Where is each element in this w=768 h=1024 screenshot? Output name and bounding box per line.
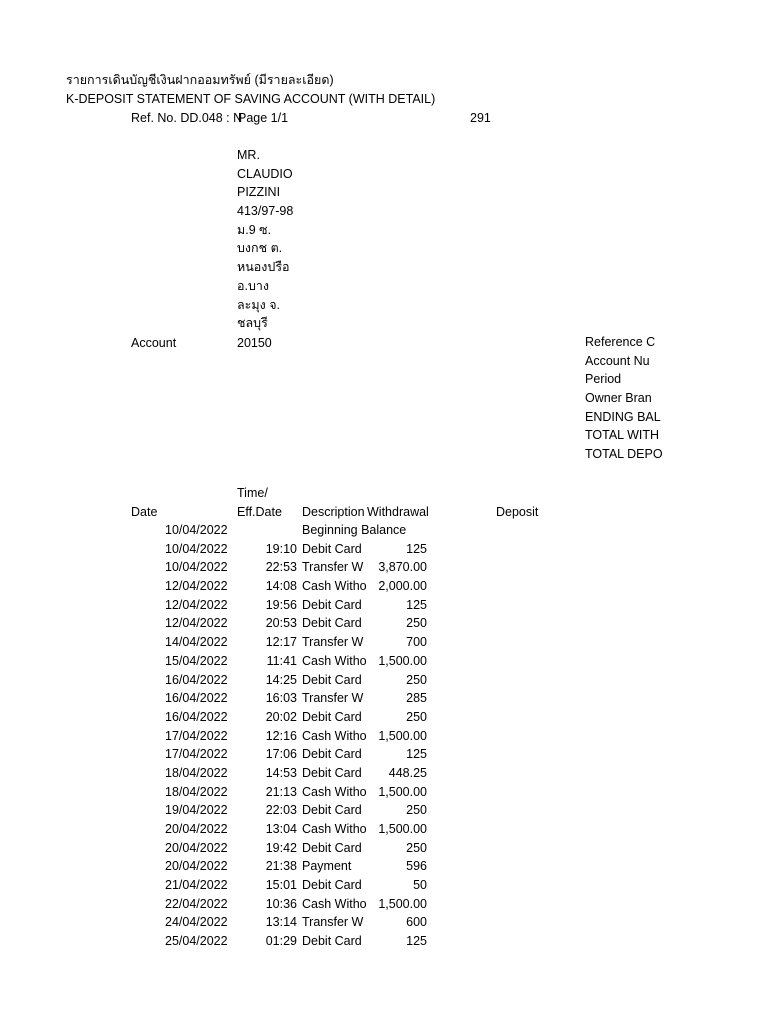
transaction-withdrawal: 285 (406, 691, 427, 706)
statement-title-english: K-DEPOSIT STATEMENT OF SAVING ACCOUNT (WITH DETAIL) (66, 92, 436, 106)
transaction-row (0, 857, 768, 876)
address-line: ม.9 ซ. (237, 222, 272, 237)
transaction-row (0, 932, 768, 951)
transaction-row (0, 577, 768, 596)
transaction-withdrawal: 1,500.00 (378, 784, 427, 799)
transaction-time: 21:13 (265, 784, 297, 799)
transaction-time: 12:16 (265, 728, 297, 743)
transaction-date: 24/04/2022 (165, 915, 228, 930)
transaction-row (0, 689, 768, 708)
column-header-withdrawal: Withdrawal (367, 505, 429, 519)
address-line: ละมุง จ. (237, 297, 280, 312)
address-line: CLAUDIO (237, 166, 293, 181)
transaction-time: 10:36 (265, 896, 297, 911)
transaction-date: 12/04/2022 (165, 579, 228, 594)
transaction-row (0, 652, 768, 671)
transaction-withdrawal: 448.25 (388, 765, 427, 780)
transaction-withdrawal: 2,000.00 (378, 579, 427, 594)
transaction-date: 14/04/2022 (165, 635, 228, 650)
customer-address-block (237, 146, 301, 333)
transaction-withdrawal: 125 (406, 934, 427, 949)
transaction-date: 16/04/2022 (165, 672, 228, 687)
transaction-time: 01:29 (265, 934, 297, 949)
transaction-time: 13:04 (265, 822, 297, 836)
summary-label: Reference C (585, 335, 656, 349)
transaction-date: 16/04/2022 (165, 691, 228, 706)
transaction-row (0, 801, 768, 820)
transaction-row (0, 745, 768, 764)
account-value: 20150 (237, 336, 272, 350)
transaction-date: 17/04/2022 (165, 728, 228, 743)
transaction-row (0, 633, 768, 652)
transaction-description: Payment (302, 859, 352, 874)
account-summary-labels (585, 333, 663, 464)
transaction-description: Debit Card (302, 672, 362, 687)
transaction-date: 10/04/2022 (165, 523, 228, 537)
transaction-time: 19:10 (265, 541, 297, 556)
transaction-time: 22:53 (265, 560, 297, 575)
transaction-withdrawal: 3,870.00 (378, 560, 427, 575)
transaction-withdrawal: 250 (406, 803, 427, 818)
transaction-description: Cash Witho (302, 728, 367, 743)
transaction-time: 13:14 (265, 915, 297, 930)
transaction-date: 18/04/2022 (165, 765, 228, 780)
transaction-description: Cash Witho (302, 784, 367, 799)
transaction-date: 21/04/2022 (165, 878, 228, 893)
transaction-description: Beginning Balance (302, 523, 407, 537)
transaction-time: 15:01 (265, 878, 297, 893)
transaction-description: Debit Card (302, 840, 362, 855)
transaction-description: Cash Witho (302, 653, 367, 668)
address-line: บงกช ต. (237, 241, 283, 256)
transaction-description: Cash Witho (302, 822, 367, 836)
column-header-date: Date (131, 505, 158, 519)
transaction-withdrawal: 250 (406, 672, 427, 687)
transaction-withdrawal: 600 (406, 915, 427, 930)
transaction-time: 22:03 (265, 803, 297, 818)
transaction-withdrawal: 50 (413, 878, 427, 893)
transaction-date: 19/04/2022 (165, 803, 228, 818)
page-indicator: Page 1/1 (238, 111, 289, 125)
transaction-time: 21:38 (265, 859, 297, 874)
transaction-date: 25/04/2022 (165, 934, 228, 949)
address-line: หนองปรือ (237, 260, 290, 275)
summary-label: Owner Bran (585, 391, 652, 406)
column-header-deposit: Deposit (496, 505, 539, 519)
address-line: PIZZINI (237, 185, 281, 200)
transaction-row (0, 708, 768, 727)
transaction-time: 14:25 (265, 672, 297, 687)
transaction-withdrawal: 125 (406, 541, 427, 556)
summary-label: Period (585, 372, 622, 387)
transaction-time: 16:03 (265, 691, 297, 706)
transaction-description: Cash Witho (302, 579, 367, 594)
transaction-description: Transfer W (302, 560, 364, 575)
statement-title-thai: รายการเดินบัญชีเงินฝากออมทรัพย์ (มีรายละเอียด) (66, 73, 334, 87)
transaction-description: Debit Card (302, 747, 362, 762)
transaction-time: 12:17 (265, 635, 297, 650)
address-line: 413/97-98 (237, 204, 294, 219)
transaction-date: 15/04/2022 (165, 653, 228, 668)
column-header-description: Description (302, 505, 365, 519)
transaction-description: Cash Witho (302, 896, 367, 911)
address-line: อ.บาง (237, 278, 270, 293)
address-line: ชลบุรี (237, 316, 268, 331)
transaction-date: 22/04/2022 (165, 896, 228, 911)
transaction-description: Debit Card (302, 709, 362, 724)
reference-number: Ref. No. DD.048 : N (131, 111, 243, 125)
transaction-time: 19:56 (265, 597, 297, 612)
transaction-row (0, 820, 768, 839)
transaction-description: Debit Card (302, 878, 362, 893)
transaction-date: 20/04/2022 (165, 822, 228, 836)
transaction-withdrawal: 1,500.00 (378, 822, 427, 836)
transaction-time: 11:41 (266, 653, 297, 668)
transaction-date: 20/04/2022 (165, 859, 228, 874)
transaction-row (0, 727, 768, 746)
transaction-description: Debit Card (302, 934, 362, 949)
transaction-row (0, 895, 768, 914)
transaction-date: 12/04/2022 (165, 597, 228, 612)
transaction-withdrawal: 250 (406, 840, 427, 855)
transaction-row (0, 614, 768, 633)
transaction-withdrawal: 1,500.00 (378, 653, 427, 668)
transaction-description: Debit Card (302, 765, 362, 780)
document-code: 291 (470, 111, 491, 125)
transaction-table-body (0, 521, 768, 951)
transaction-withdrawal: 125 (406, 747, 427, 762)
transaction-time: 17:06 (265, 747, 297, 762)
transaction-row (0, 596, 768, 615)
summary-label: TOTAL WITH (585, 428, 660, 443)
transaction-date: 12/04/2022 (165, 616, 228, 631)
transaction-row (0, 913, 768, 932)
transaction-date: 18/04/2022 (165, 784, 228, 799)
transaction-description: Debit Card (302, 803, 362, 818)
transaction-row (0, 558, 768, 577)
transaction-time: 14:08 (265, 579, 297, 594)
transaction-row (0, 839, 768, 858)
summary-label: TOTAL DEPO (585, 447, 663, 462)
transaction-description: Debit Card (302, 597, 362, 612)
transaction-description: Debit Card (302, 616, 362, 631)
transaction-date: 17/04/2022 (165, 747, 228, 762)
summary-label: Account Nu (585, 353, 650, 368)
transaction-description: Transfer W (302, 915, 364, 930)
transaction-date: 20/04/2022 (165, 840, 228, 855)
transaction-row (0, 764, 768, 783)
transaction-description: Transfer W (302, 691, 364, 706)
transaction-row (0, 540, 768, 559)
summary-label: ENDING BAL (585, 409, 661, 424)
transaction-time: 19:42 (265, 840, 297, 855)
transaction-row (0, 876, 768, 895)
transaction-time: 20:02 (265, 709, 297, 724)
transaction-withdrawal: 250 (406, 616, 427, 631)
transaction-description: Transfer W (302, 635, 364, 650)
transaction-row (0, 671, 768, 690)
transaction-row (0, 521, 768, 540)
transaction-date: 16/04/2022 (165, 709, 228, 724)
transaction-time: 20:53 (265, 616, 297, 631)
transaction-withdrawal: 1,500.00 (378, 896, 427, 911)
transaction-row (0, 783, 768, 802)
address-line: MR. (237, 148, 260, 162)
column-header-time: Time/ (237, 486, 268, 500)
transaction-date: 10/04/2022 (165, 541, 228, 556)
column-header-eff-date: Eff.Date (237, 505, 282, 519)
transaction-time: 14:53 (265, 765, 297, 780)
transaction-withdrawal: 596 (406, 859, 427, 874)
transaction-withdrawal: 125 (406, 597, 427, 612)
transaction-withdrawal: 1,500.00 (378, 728, 427, 743)
transaction-withdrawal: 700 (406, 635, 427, 650)
transaction-description: Debit Card (302, 541, 362, 556)
account-label: Account (131, 336, 177, 350)
transaction-withdrawal: 250 (406, 709, 427, 724)
transaction-date: 10/04/2022 (165, 560, 228, 575)
